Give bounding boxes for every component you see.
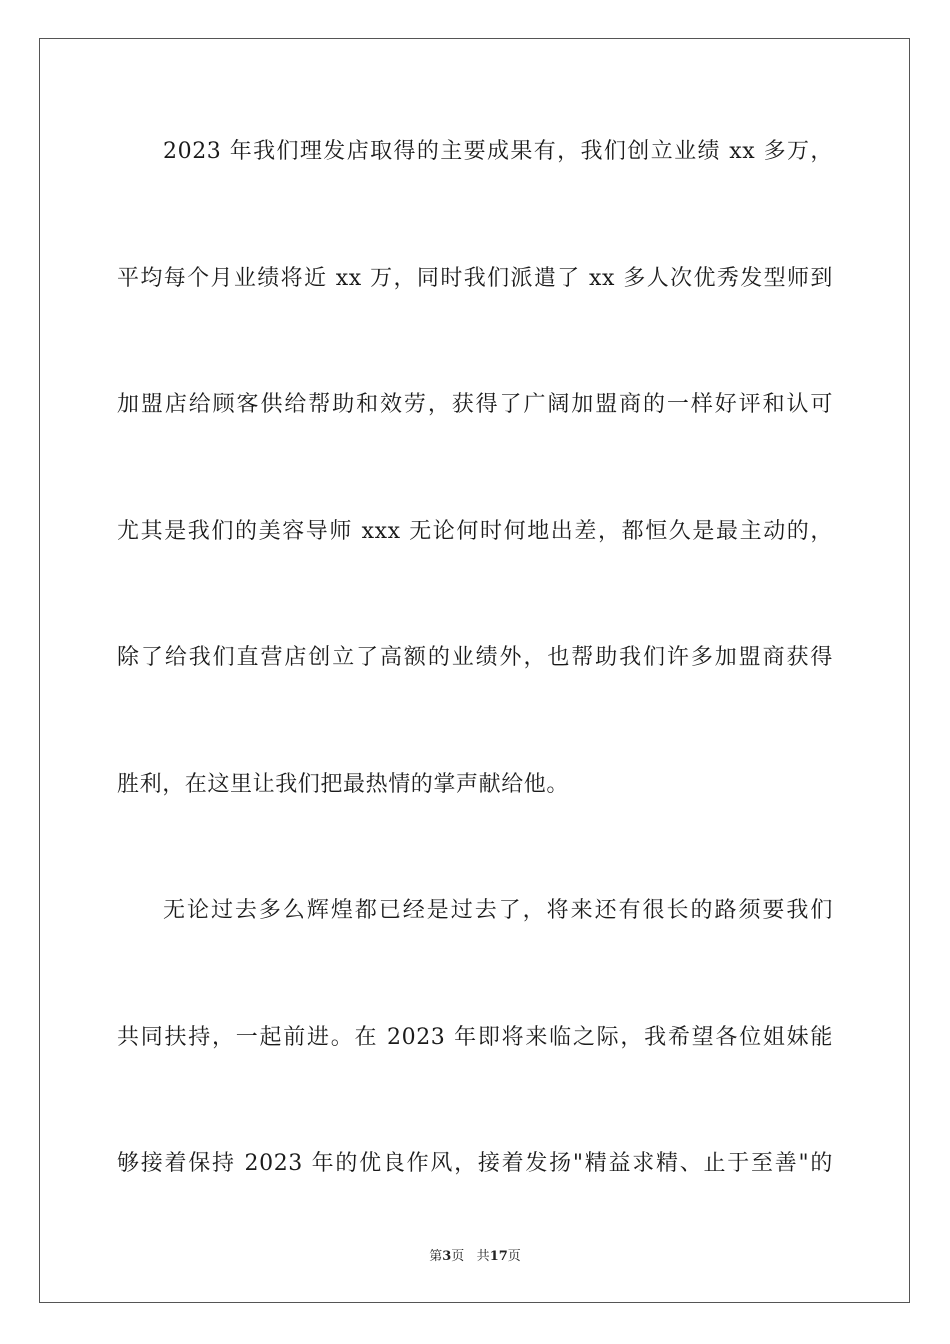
paragraph-1-line-4: 尤其是我们的美容导师 xxx 无论何时何地出差，都恒久是最主动的， xyxy=(117,518,833,544)
paragraph-2-line-1: 无论过去多么辉煌都已经是过去了，将来还有很长的路须要我们 xyxy=(163,898,833,923)
total-label-suffix: 页 xyxy=(507,1249,521,1264)
page-number: 3 xyxy=(442,1249,452,1264)
document-body xyxy=(117,128,833,1267)
total-pages: 17 xyxy=(489,1249,508,1264)
paragraph-1-line-3: 加盟店给顾客供给帮助和效劳，获得了广阔加盟商的一样好评和认可 xyxy=(117,392,833,417)
page-label-suffix: 页 xyxy=(451,1249,465,1264)
paragraph-2-line-3: 够接着保持 2023 年的优良作风，接着发扬"精益求精、止于至善"的 xyxy=(117,1151,833,1176)
paragraph-1-line-5: 除了给我们直营店创立了高额的业绩外，也帮助我们许多加盟商获得 xyxy=(117,645,833,670)
page-footer xyxy=(0,1245,950,1264)
paragraph-1-line-2: 平均每个月业绩将近 xx 万，同时我们派遣了 xx 多人次优秀发型师到 xyxy=(117,265,833,291)
page-label-prefix: 第 xyxy=(429,1249,443,1264)
paragraph-2-line-2: 共同扶持，一起前进。在 2023 年即将来临之际，我希望各位姐妹能 xyxy=(117,1024,833,1050)
paragraph-1-line-1: 2023 年我们理发店取得的主要成果有，我们创立业绩 xx 多万， xyxy=(163,139,833,164)
total-label-prefix: 共 xyxy=(476,1249,490,1264)
paragraph-1-line-6: 胜利，在这里让我们把最热情的掌声献给他。 xyxy=(117,771,570,797)
